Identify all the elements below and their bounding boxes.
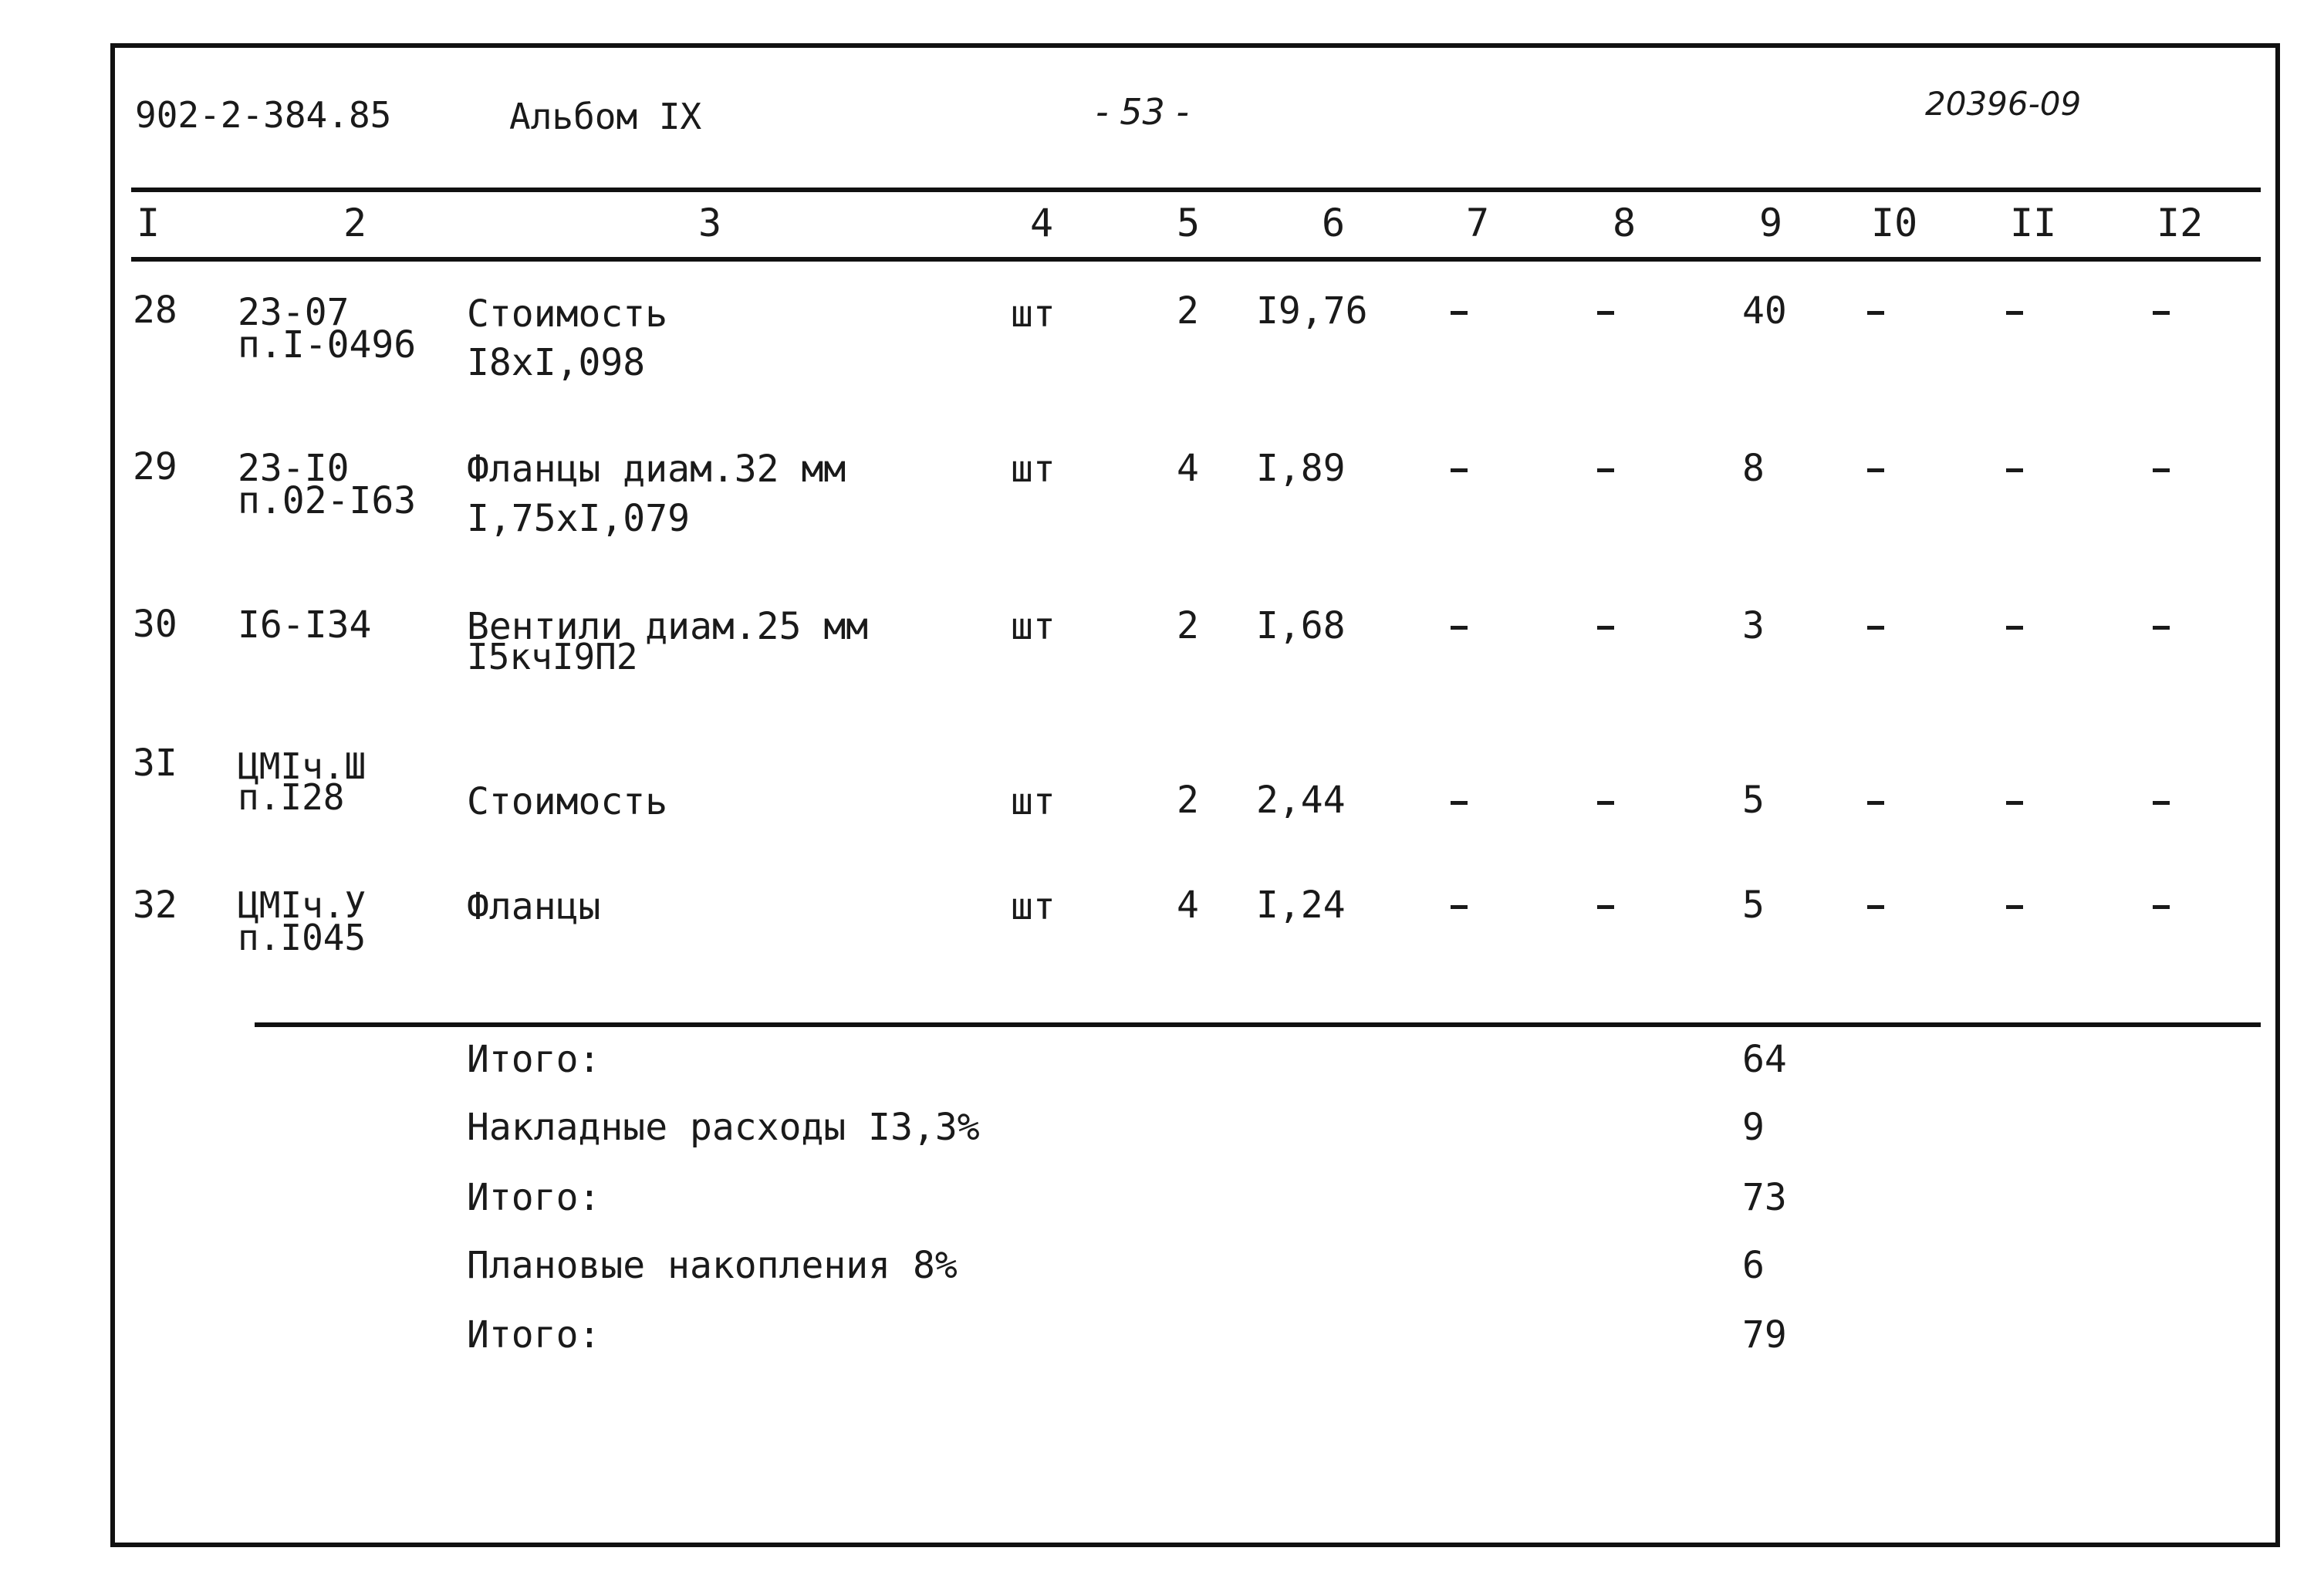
unit: шт <box>1011 780 1056 823</box>
quantity: 4 <box>1177 447 1199 490</box>
unit-price: 2,44 <box>1256 779 1346 822</box>
item-calc: I8xI,098 <box>467 341 646 384</box>
empty-col-12 <box>2153 905 2170 909</box>
norm-code: ЦМIч.Ш <box>238 745 367 787</box>
norm-ref: п.I045 <box>238 917 367 958</box>
summary-rule <box>255 1022 2261 1027</box>
unit-price: I9,76 <box>1256 289 1368 333</box>
total-cost: 5 <box>1742 779 1765 822</box>
total-cost: 5 <box>1742 884 1765 927</box>
norm-code: ЦМIч.У <box>238 884 367 926</box>
album-label: Альбом IX <box>509 96 702 137</box>
empty-col-8 <box>1597 801 1614 805</box>
summary-value: 79 <box>1742 1313 1787 1357</box>
summary-label: Плановые накопления 8% <box>467 1244 958 1287</box>
col-header-11: II <box>2010 201 2057 245</box>
norm-ref: п.I-0496 <box>238 323 417 367</box>
empty-col-7 <box>1451 468 1468 472</box>
empty-col-7 <box>1451 626 1468 630</box>
summary-value: 9 <box>1742 1106 1765 1149</box>
item-name: Стоимость <box>467 780 668 823</box>
item-name: Фланцы <box>467 885 601 928</box>
quantity: 2 <box>1177 289 1199 333</box>
empty-col-11 <box>2006 626 2023 630</box>
unit-price: I,68 <box>1256 604 1346 647</box>
unit-price: I,89 <box>1256 447 1346 490</box>
col-header-12: I2 <box>2157 201 2204 245</box>
norm-code: 23-07 <box>238 291 350 334</box>
empty-col-11 <box>2006 801 2023 805</box>
summary-value: 6 <box>1742 1244 1765 1287</box>
norm-ref: п.I28 <box>238 776 345 818</box>
norm-ref: п.02-I63 <box>238 479 417 522</box>
norm-code: 23-I0 <box>238 447 350 490</box>
empty-col-10 <box>1867 905 1884 909</box>
empty-col-12 <box>2153 801 2170 805</box>
empty-col-8 <box>1597 905 1614 909</box>
summary-value: 64 <box>1742 1038 1787 1081</box>
empty-col-7 <box>1451 801 1468 805</box>
summary-label: Накладные расходы I3,3% <box>467 1106 980 1149</box>
row-number: 32 <box>133 884 177 927</box>
empty-col-10 <box>1867 468 1884 472</box>
total-cost: 8 <box>1742 447 1765 490</box>
header-rule-top <box>131 188 2261 192</box>
header-rule-bottom <box>131 257 2261 262</box>
empty-col-8 <box>1597 468 1614 472</box>
row-number: 30 <box>133 603 177 646</box>
unit: шт <box>1011 292 1056 336</box>
col-header-2: 2 <box>343 201 367 245</box>
empty-col-7 <box>1451 905 1468 909</box>
doc-code: 902-2-384.85 <box>135 94 392 136</box>
empty-col-12 <box>2153 311 2170 315</box>
summary-label: Итого: <box>467 1038 601 1081</box>
registration-number: 20396-09 <box>1925 85 2082 123</box>
total-cost: 40 <box>1742 289 1787 333</box>
item-name: Фланцы диам.32 мм <box>467 448 846 491</box>
empty-col-7 <box>1451 311 1468 315</box>
col-header-9: 9 <box>1759 201 1783 245</box>
summary-label: Итого: <box>467 1176 601 1219</box>
quantity: 2 <box>1177 604 1199 647</box>
quantity: 4 <box>1177 884 1199 927</box>
empty-col-10 <box>1867 311 1884 315</box>
col-header-4: 4 <box>1030 201 1054 245</box>
unit: шт <box>1011 885 1056 928</box>
col-header-1: I <box>137 201 160 245</box>
item-name: Вентили диам.25 мм <box>467 605 869 648</box>
item-calc: I5кчI9П2 <box>467 636 638 678</box>
empty-col-8 <box>1597 311 1614 315</box>
norm-code: I6-I34 <box>238 603 372 647</box>
empty-col-11 <box>2006 905 2023 909</box>
unit: шт <box>1011 448 1056 491</box>
col-header-3: 3 <box>698 201 722 245</box>
col-header-8: 8 <box>1613 201 1637 245</box>
empty-col-12 <box>2153 626 2170 630</box>
empty-col-10 <box>1867 801 1884 805</box>
summary-value: 73 <box>1742 1176 1787 1219</box>
col-header-7: 7 <box>1466 201 1490 245</box>
item-calc: I,75xI,079 <box>467 497 690 540</box>
quantity: 2 <box>1177 779 1199 822</box>
empty-col-11 <box>2006 468 2023 472</box>
row-number: 29 <box>133 445 177 488</box>
empty-col-12 <box>2153 468 2170 472</box>
page-number: - 53 - <box>1096 91 1189 133</box>
item-name: Стоимость <box>467 292 668 336</box>
total-cost: 3 <box>1742 604 1765 647</box>
unit-price: I,24 <box>1256 884 1346 927</box>
unit: шт <box>1011 605 1056 648</box>
empty-col-8 <box>1597 626 1614 630</box>
summary-label: Итого: <box>467 1313 601 1357</box>
row-number: 3I <box>133 742 177 785</box>
col-header-5: 5 <box>1177 201 1201 245</box>
row-number: 28 <box>133 289 177 332</box>
col-header-6: 6 <box>1322 201 1346 245</box>
empty-col-10 <box>1867 626 1884 630</box>
col-header-10: I0 <box>1871 201 1918 245</box>
empty-col-11 <box>2006 311 2023 315</box>
